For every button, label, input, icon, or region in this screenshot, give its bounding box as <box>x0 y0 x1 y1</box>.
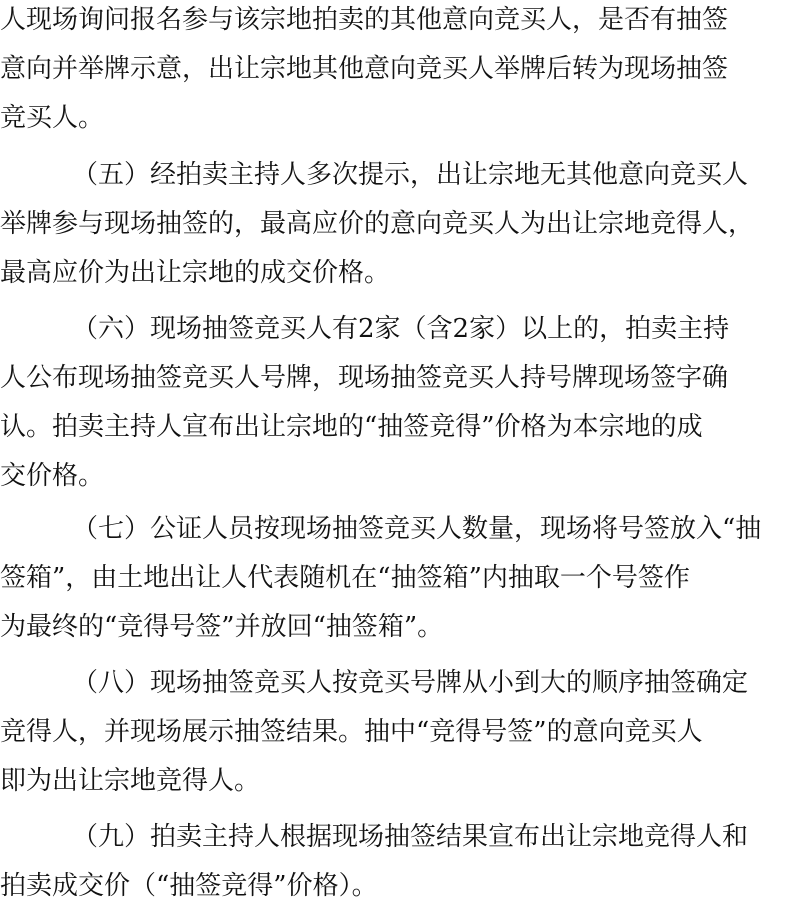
paragraph-7-line-1: （七）公证人员按现场抽签竞买人数量，现场将号签放入“抽 <box>72 514 762 544</box>
paragraph-6-line-4: 交价格。 <box>0 461 105 491</box>
paragraph-5-line-2: 举牌参与现场抽签的，最高应价的意向竞买人为出让宗地竞得人， <box>0 209 755 239</box>
paragraph-8-line-3: 即为出让宗地竞得人。 <box>0 766 261 796</box>
paragraph-7-line-3: 为最终的“竞得号签”并放回“抽签箱”。 <box>0 612 444 642</box>
paragraph-7-line-2: 签箱”，由土地出让人代表随机在“抽签箱”内抽取一个号签作 <box>0 563 690 593</box>
paragraph-6-line-3: 认。拍卖主持人宣布出让宗地的“抽签竞得”价格为本宗地的成 <box>0 412 703 442</box>
paragraph-5-line-1: （五）经拍卖主持人多次提示，出让宗地无其他意向竞买人 <box>72 160 749 190</box>
paragraph-9-line-1: （九）拍卖主持人根据现场抽签结果宣布出让宗地竞得人和 <box>72 822 749 852</box>
paragraph-1-line-2: 意向并举牌示意，出让宗地其他意向竞买人举牌后转为现场抽签 <box>0 54 729 84</box>
paragraph-1-line-1: 人现场询问报名参与该宗地拍卖的其他意向竞买人，是否有抽签 <box>0 5 729 35</box>
paragraph-8-line-1: （八）现场抽签竞买人按竞买号牌从小到大的顺序抽签确定 <box>72 668 749 698</box>
paragraph-8-line-2: 竞得人，并现场展示抽签结果。抽中“竞得号签”的意向竞买人 <box>0 717 703 747</box>
paragraph-6-line-1: （六）现场抽签竞买人有2家（含2家）以上的，拍卖主持 <box>72 314 730 344</box>
paragraph-5-line-3: 最高应价为出让宗地的成交价格。 <box>0 258 391 288</box>
paragraph-1-line-3: 竞买人。 <box>0 103 105 133</box>
paragraph-9-line-2: 拍卖成交价（“抽签竞得”价格）。 <box>0 871 378 901</box>
paragraph-6-line-2: 人公布现场抽签竞买人号牌，现场抽签竞买人持号牌现场签字确 <box>0 363 729 393</box>
